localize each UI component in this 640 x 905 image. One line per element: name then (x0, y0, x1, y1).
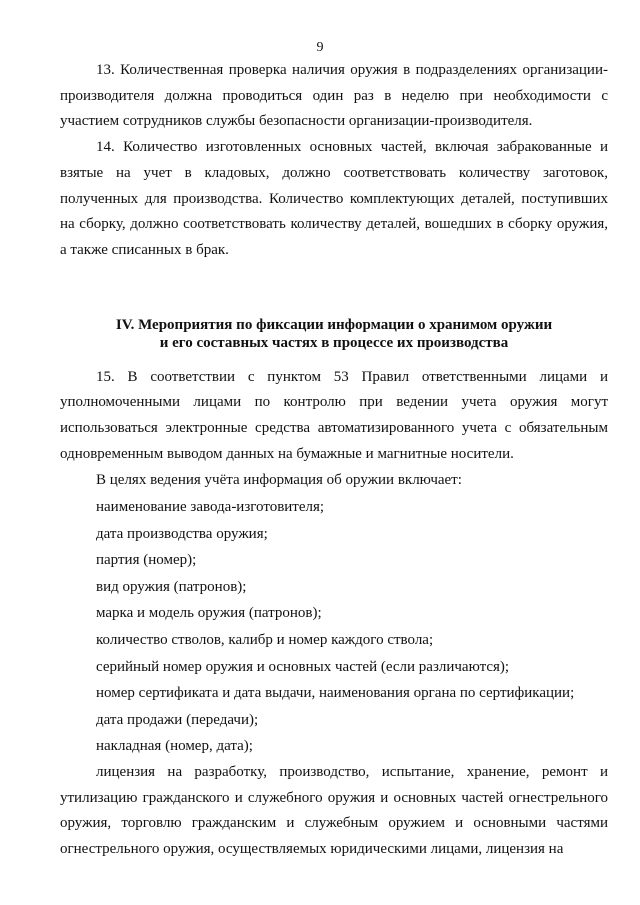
paragraph-14: 14. Количество изготовленных основных частей, включая забракованные и взятые на учет в кладовых, должно соответствовать количеству заготовок, полученных для производства. Количество комплектующих деталей, поступивших на сборку, должно соответствовать количеству деталей, вошедших в сборку оружия, а также списанных в брак. (60, 139, 608, 258)
section-heading-line-2: и его составных частях в процессе их производства (159, 335, 509, 352)
document-body (60, 58, 608, 863)
list-item: серийный номер оружия и основных частей (если различаются); (96, 658, 510, 675)
section-spacer (60, 264, 608, 316)
list-item: вид оружия (патронов); (96, 578, 247, 595)
paragraph-15: 15. В соответствии с пунктом 53 Правил ответственными лицами и уполномоченными лицами по контролю при ведении учета оружия могут использоваться электронные средства автоматизированного учета с обязательным одновременным выводом данных на бумажные и магнитные носители. (60, 368, 608, 462)
list-item: дата производства оружия; (96, 525, 268, 542)
list-item: количество стволов, калибр и номер каждого ствола; (96, 632, 434, 648)
list-item: марка и модель оружия (патронов); (96, 605, 322, 622)
section-heading (60, 316, 608, 353)
list-item: номер сертификата и дата выдачи, наименования органа по сертификации; (96, 685, 575, 702)
list-item: дата продажи (передачи); (96, 711, 259, 728)
list-item: партия (номер); (96, 552, 197, 569)
paragraph-13: 13. Количественная проверка наличия оружия в подразделениях организации-производителя должна проводиться один раз в неделю при необходимости с участием сотрудников службы безопасности организации-производителя. (60, 62, 608, 130)
license-paragraph: лицензия на разработку, производство, испытание, хранение, ремонт и утилизацию гражданского и служебного оружия и основных частей огнестрельного оружия, торговлю гражданским и служебным оружием и основными частями огнестрельного оружия, осуществляемых юридическими лицами, лицензия на (60, 763, 608, 858)
section-heading-line-1: IV. Мероприятия по фиксации информации о хранимом оружии (115, 316, 553, 333)
info-list (60, 494, 608, 760)
list-item: наименование завода-изготовителя; (96, 499, 325, 516)
list-intro: В целях ведения учёта информация об оружии включает: (96, 472, 462, 489)
list-item: накладная (номер, дата); (96, 738, 253, 755)
page-number: 9 (316, 40, 324, 55)
